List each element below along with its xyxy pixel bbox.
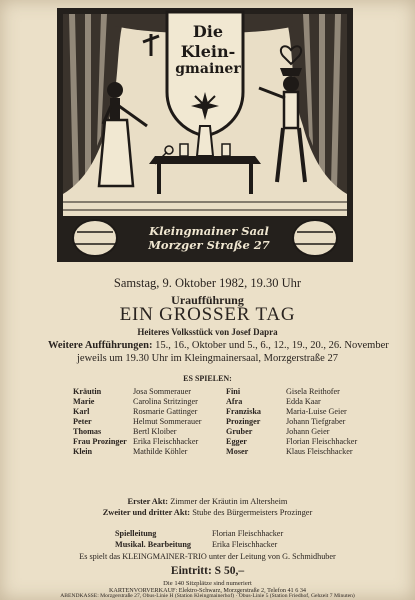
cast-role: Afra [226,397,243,407]
crew-name: Erika Fleischhacker [212,540,278,549]
cast-actor: Maria-Luise Geier [286,407,347,417]
venue-address: Morzger Straße 27 [148,238,270,252]
cast-actor: Edda Kaar [286,397,321,407]
cast-role: Klein [73,447,93,457]
cast-actor: Rosmarie Gattinger [133,407,198,417]
admission-price: Eintritt: S 50,– [170,565,245,577]
cast-role: Gruber [226,427,253,437]
crew-name: Florian Fleischhacker [212,529,284,538]
cast-role: Peter [73,417,92,427]
venue-name: Kleingmainer Saal [149,224,269,238]
cast-role: Moser [226,447,249,457]
first-act-label: Erster Akt: [127,497,169,506]
second-act-setting [0,508,415,517]
crew-roles [115,528,191,550]
first-act-setting [0,497,415,506]
play-subtitle: Heiteres Volksstück von Josef Dapra [137,327,278,337]
cast-actor: Johann Geier [286,427,330,437]
cast-actor: Josa Sommerauer [133,387,191,396]
cast-heading: ES SPIELEN: [183,374,232,383]
cast-actor: Gisela Reithofer [286,387,340,396]
shield-title-line: gmainer [175,61,241,77]
crew-role: Musikal. Bearbeitung [115,540,191,549]
cast-right-actors [286,387,357,457]
seating-note: Die 140 Sitzplätze sind numeriert [163,580,252,587]
play-title: EIN GROSSER TAG [119,304,296,325]
crew-names [212,528,283,550]
cast-role: Karl [73,407,90,417]
cast-role: Frau Prozinger [73,437,127,447]
cast-actor: Helmut Sommerauer [133,417,202,427]
presale-info: KARTENVORVERKAUF: Elektro-Schwarz, Morzgerstraße 2, Telefon 41 6 34 [108,587,307,594]
cast-role: Franziska [226,407,262,417]
cast-actor: Carolina Stritzinger [133,397,198,407]
shield-title-line: Klein- [180,42,236,61]
cast-right-roles [226,387,261,457]
performance-times: jeweils um 19.30 Uhr im Kleingmainersaal, Morzgerstraße 27 [77,353,338,364]
second-act-text: Stube des Bürgermeisters Prozinger [192,508,313,517]
cast-role: Kräutin [73,387,102,396]
cast-left-actors [133,387,201,457]
cast-actor: Klaus Fleischhacker [286,447,353,457]
shield-title-line: Die [192,22,224,41]
cast-actor: Johann Tiefgraber [286,417,346,427]
crew-role: Spielleitung [115,529,157,538]
second-act-label: Zweiter und dritter Akt: [102,508,191,517]
cast-role: Fini [226,387,241,396]
further-performances [48,340,389,351]
cast-actor: Erika Fleischhacker [133,437,199,447]
further-dates: 15., 16., Oktober und 5., 6., 12., 19., 20., 26. November [155,340,389,351]
cast-role: Thomas [73,427,102,437]
event-date: Samstag, 9. Oktober 1982, 19.30 Uhr [113,276,302,290]
cast-actor: Bertl Kloiber [133,427,177,437]
cast-role: Egger [226,437,247,447]
box-office-info: ABENDKASSE: Morzgerstraße 27, Obus-Linie H (Station Kleingmainerhof) · Obus-Linie 5 (Station Friedhof, Gehzeit 7 Minuten) [60,593,355,599]
cast-role: Marie [73,397,95,407]
cast-actor: Florian Fleischhacker [286,437,358,447]
premiere-label: Uraufführung [171,293,244,307]
further-label: Weitere Aufführungen: [48,340,153,351]
first-act-text: Zimmer der Kräutin im Altersheim [170,497,288,506]
cast-left-roles [73,387,127,457]
cast-role: Prozinger [226,417,261,427]
music-trio-note: Es spielt das KLEINGMAINER-TRIO unter der Leitung von G. Schmidhuber [79,552,336,561]
cast-actor: Mathilde Köhler [133,447,188,457]
